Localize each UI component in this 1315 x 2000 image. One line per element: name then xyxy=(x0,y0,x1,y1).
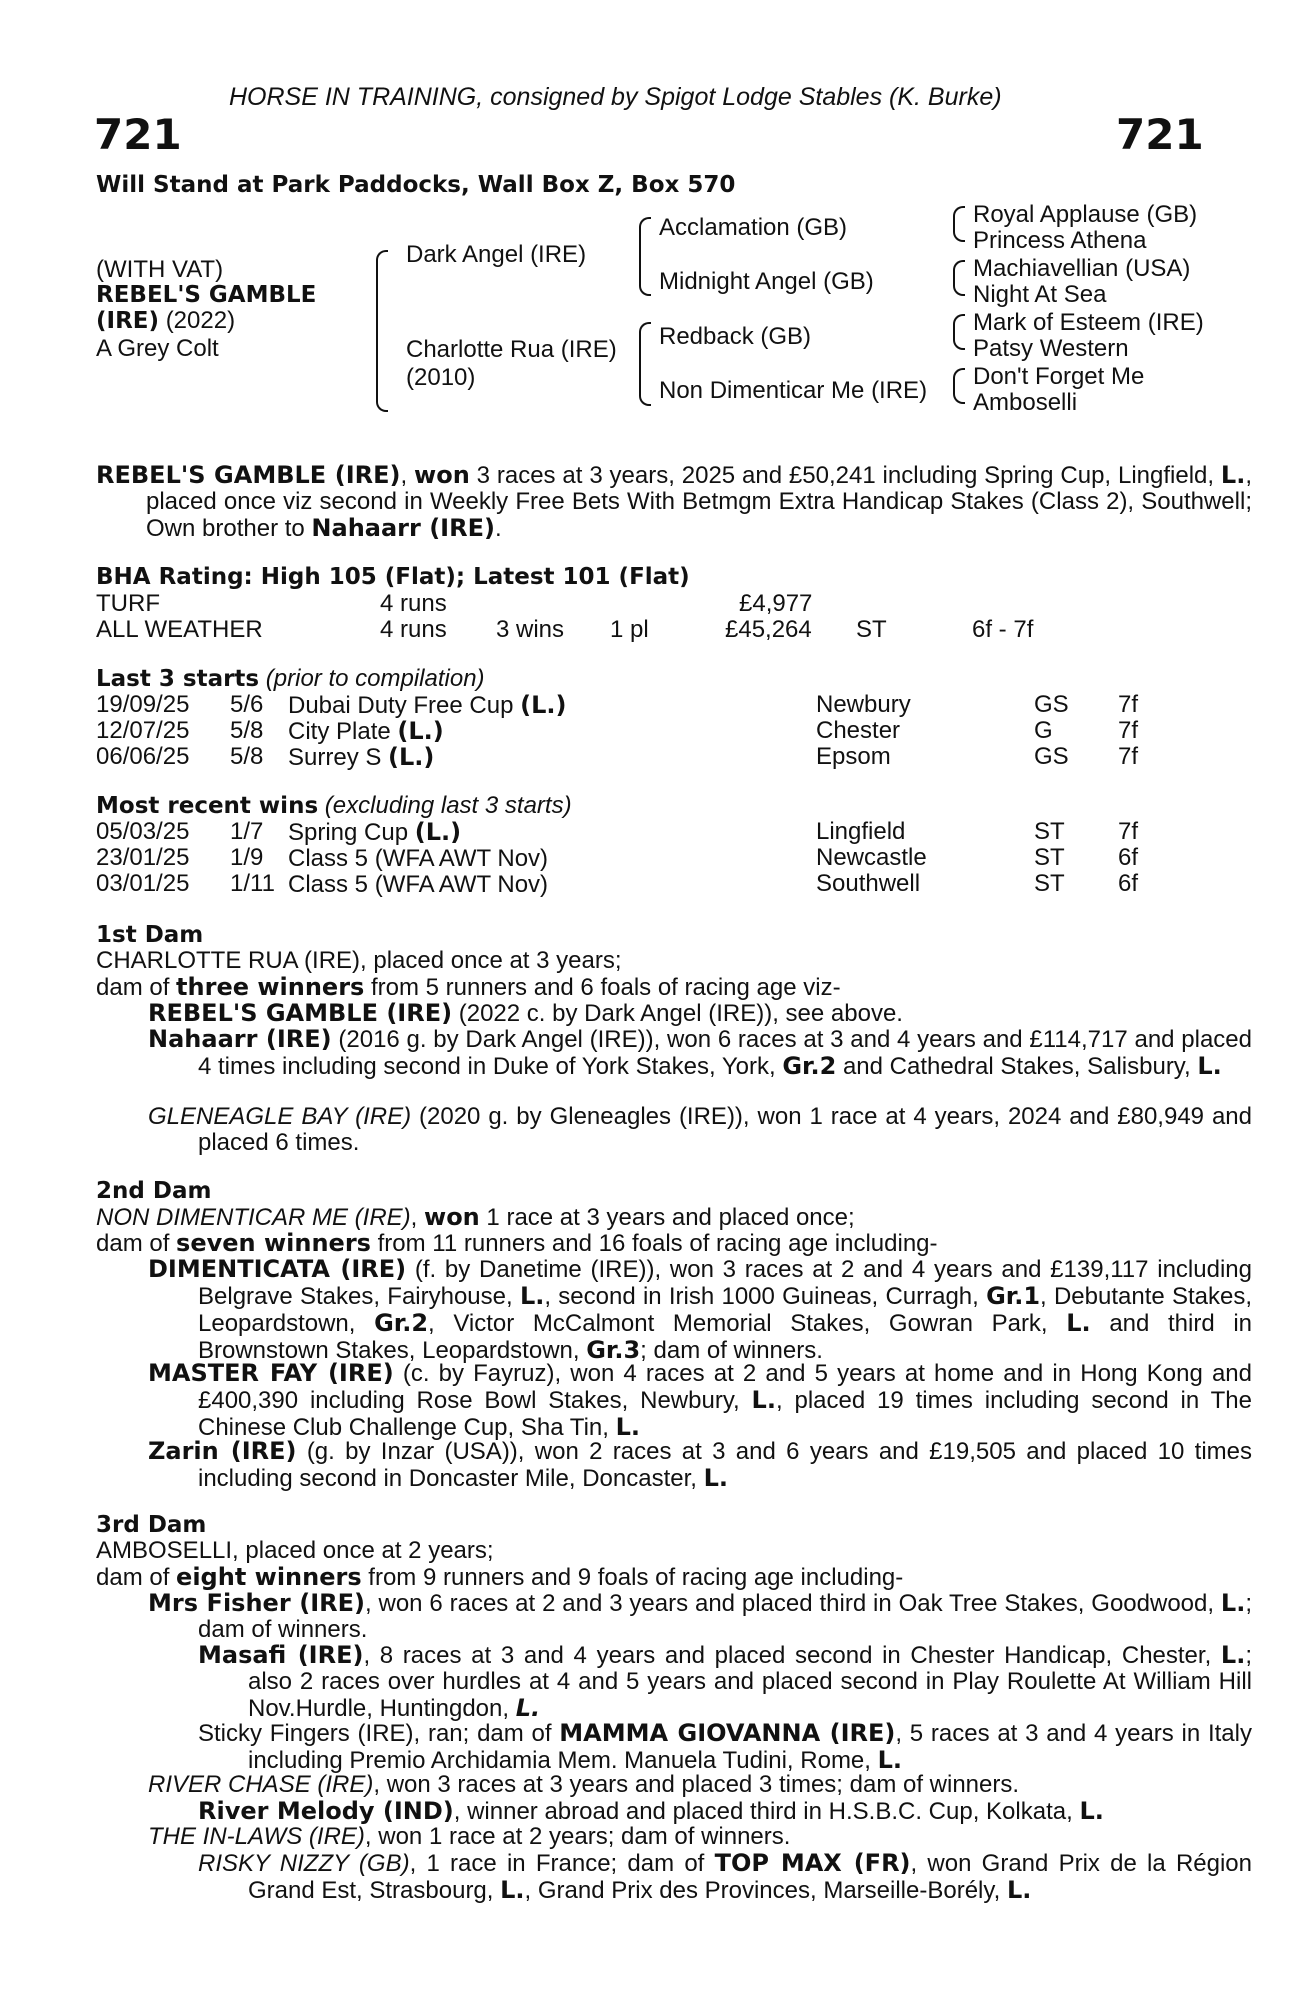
progeny-name: Mrs Fisher (IRE) xyxy=(148,1589,365,1617)
dam3-progeny-3 xyxy=(198,1720,1252,1774)
progeny-text: (2016 g. by Dark Angel (IRE)), won 6 races at 3 and 4 years and £114,717 and placed 4 times including second in Duke of York Stakes, York, xyxy=(198,1026,1252,1080)
recent-wins-note: (excluding last 3 starts) xyxy=(318,792,572,819)
race-going: ST xyxy=(1034,844,1065,871)
consignment-line: HORSE IN TRAINING, consigned by Spigot Lodge Stables (K. Burke) xyxy=(229,83,1002,111)
pedigree-brace-sire xyxy=(639,217,651,296)
listed-badge: (L.) xyxy=(414,818,462,846)
pedigree-brace-sd xyxy=(953,260,965,296)
race-going: GS xyxy=(1034,743,1069,770)
pedigree-ddd: Amboselli xyxy=(973,389,1078,416)
race-position: 1/9 xyxy=(230,844,264,871)
pedigree-dds: Don't Forget Me xyxy=(973,363,1145,390)
rating-surface: TURF xyxy=(96,590,160,617)
horse-name: REBEL'S GAMBLE xyxy=(96,282,317,308)
dam3-progeny-4 xyxy=(148,1772,1252,1798)
dam2-text: from 11 runners and 16 foals of racing age including- xyxy=(370,1230,938,1257)
last-start-row xyxy=(96,718,1206,744)
horse-country: (IRE) xyxy=(96,308,160,334)
recent-win-row xyxy=(96,819,1206,845)
last-starts-heading xyxy=(96,666,485,692)
race-position: 1/11 xyxy=(230,870,275,897)
race-name: Class 5 (WFA AWT Nov) xyxy=(288,871,549,898)
race-name-wrap xyxy=(288,819,461,846)
race-name: Spring Cup xyxy=(288,819,415,846)
dam3-text: from 9 runners and 9 foals of racing age including- xyxy=(361,1564,904,1591)
progeny-name: River Melody (IND) xyxy=(198,1797,454,1825)
group-badge: Gr.1 xyxy=(986,1282,1041,1310)
rating-placed: 1 pl xyxy=(610,616,649,643)
progeny-text: , won Grand Prix de la Région Grand Est, Strasbourg, xyxy=(248,1850,1253,1904)
race-distance: 6f xyxy=(1118,844,1139,871)
progeny-name: THE IN-LAWS (IRE) xyxy=(148,1823,365,1850)
progeny-text: (2020 g. by Gleneagles (IRE)), won 1 race at 4 years, 2024 and £80,949 and placed 6 times. xyxy=(198,1103,1252,1156)
vat-label: (WITH VAT) xyxy=(96,256,224,283)
race-course: Newcastle xyxy=(816,844,927,871)
listed-badge: L. xyxy=(519,1282,545,1310)
race-distance: 6f xyxy=(1118,870,1139,897)
rating-prize: £4,977 xyxy=(739,590,813,617)
race-distance: 7f xyxy=(1118,818,1139,845)
race-name: City Plate xyxy=(288,718,398,745)
dam3-progeny-7 xyxy=(198,1850,1252,1904)
progeny-text: , 8 races at 3 and 4 years and placed second in Chester Handicap, Chester, xyxy=(363,1642,1221,1669)
dam3-progeny-6 xyxy=(148,1824,1252,1850)
progeny-text: ; dam of winners. xyxy=(640,1337,823,1364)
dam3-progeny-2 xyxy=(198,1642,1252,1722)
dam3-text: dam of xyxy=(96,1564,177,1591)
race-summary: REBEL'S GAMBLE (IRE), won 3 races at 3 years, 2025 and £50,241 including Spring Cup, Lingfield, L., placed once viz second in Weekly Free Bets With Betmgm Extra Handicap Stakes (Class 2), Southwell; Own brother to Nahaarr (IRE). xyxy=(96,461,1253,542)
progeny-name: MASTER FAY (IRE) xyxy=(148,1359,394,1387)
listed-badge: L. xyxy=(500,1876,525,1904)
last-starts-note: (prior to compilation) xyxy=(259,665,485,692)
race-position: 5/8 xyxy=(230,743,264,770)
progeny-text: , Victor McCalmont Memorial Stakes, Gowran Park, xyxy=(428,1310,1067,1337)
race-name: Class 5 (WFA AWT Nov) xyxy=(288,845,549,872)
race-course: Southwell xyxy=(816,870,921,897)
pedigree-dam: Charlotte Rua (IRE) xyxy=(406,336,617,363)
race-going: G xyxy=(1034,717,1053,744)
rating-surface: ALL WEATHER xyxy=(96,616,263,643)
dam2-text: , xyxy=(410,1204,425,1231)
listed-badge: L. xyxy=(615,1413,641,1441)
pedigree-ssd: Princess Athena xyxy=(973,227,1147,254)
rating-row-aw xyxy=(96,617,1206,643)
dam3-progeny-1 xyxy=(148,1590,1252,1643)
race-name-wrap xyxy=(288,718,444,745)
progeny-text: ; also 2 races over hurdles at 4 and 5 years and placed second in Play Roulette At William Hill Nov.Hurdle, Huntingdon, xyxy=(248,1642,1253,1722)
pedigree-dam-dam: Non Dimenticar Me (IRE) xyxy=(659,377,928,404)
listed-badge: L. xyxy=(515,1694,541,1722)
dam3-line-1: AMBOSELLI, placed once at 2 years; xyxy=(96,1537,494,1564)
progeny-text: , placed 19 times including second in The Chinese Club Challenge Cup, Sha Tin, xyxy=(198,1387,1252,1441)
race-course: Chester xyxy=(816,717,901,744)
progeny-text: , 1 race in France; dam of xyxy=(409,1850,715,1877)
summary-horse-name: REBEL'S GAMBLE (IRE) xyxy=(96,461,401,489)
rating-runs: 4 runs xyxy=(380,590,447,617)
race-position: 5/6 xyxy=(230,691,264,718)
race-position: 5/8 xyxy=(230,717,264,744)
progeny-name: MAMMA GIOVANNA (IRE) xyxy=(559,1719,896,1747)
listed-badge: L. xyxy=(1066,1309,1091,1337)
progeny-name: Nahaarr (IRE) xyxy=(148,1025,332,1053)
rating-runs: 4 runs xyxy=(380,616,447,643)
dam1-text: from 5 runners and 6 foals of racing age viz- xyxy=(364,974,841,1001)
rating-distance: 6f - 7f xyxy=(972,616,1034,643)
progeny-text: , won 1 race at 2 years; dam of winners. xyxy=(364,1823,791,1850)
dam2-won: won xyxy=(424,1203,480,1231)
race-date: 23/01/25 xyxy=(96,844,190,871)
last-starts-title: Last 3 starts xyxy=(96,666,260,692)
race-date: 12/07/25 xyxy=(96,717,190,744)
progeny-text: (2022 c. by Dark Angel (IRE)), see above. xyxy=(452,1000,903,1027)
rating-wins: 3 wins xyxy=(496,616,565,643)
pedigree-brace-dd xyxy=(953,368,965,404)
progeny-text: (g. by Inzar (USA)), won 2 races at 3 and 6 years and £19,505 and placed 10 times including second in Doncaster Mile, Doncaster, xyxy=(198,1438,1253,1492)
race-name-wrap xyxy=(288,692,566,719)
dam3-progeny-5 xyxy=(198,1798,1252,1825)
pedigree-brace-ds xyxy=(953,314,965,350)
summary-won: won xyxy=(414,461,470,489)
rating-prize: £45,264 xyxy=(725,616,812,643)
pedigree-dam-year: (2010) xyxy=(406,364,476,391)
pedigree-brace-main xyxy=(376,250,388,412)
dam3-winners: eight winners xyxy=(176,1563,362,1591)
progeny-text: Sticky Fingers (IRE), ran; dam of xyxy=(198,1720,560,1747)
race-distance: 7f xyxy=(1118,691,1139,718)
progeny-text: , Grand Prix des Provinces, Marseille-Borély, xyxy=(524,1877,1007,1904)
listed-badge: L. xyxy=(1006,1876,1032,1904)
dam1-winners: three winners xyxy=(176,973,365,1001)
progeny-name: DIMENTICATA (IRE) xyxy=(148,1255,407,1283)
race-date: 03/01/25 xyxy=(96,870,190,897)
recent-wins-heading xyxy=(96,793,572,819)
dam2-line-2 xyxy=(96,1230,938,1257)
race-date: 19/09/25 xyxy=(96,691,190,718)
dam1-progeny-1 xyxy=(148,1000,1252,1027)
dam2-progeny-1 xyxy=(148,1256,1252,1364)
progeny-text: (c. by Fayruz), won 4 races at 2 and 5 years at home and in Hong Kong and £400,390 including Rose Bowl Stakes, Newbury, xyxy=(198,1360,1252,1414)
race-course: Newbury xyxy=(816,691,911,718)
pedigree-brace-dam xyxy=(639,322,651,406)
group-badge: Gr.3 xyxy=(586,1336,641,1364)
race-course: Lingfield xyxy=(816,818,906,845)
listed-badge: L. xyxy=(751,1386,776,1414)
progeny-name: RIVER CHASE (IRE) xyxy=(148,1771,374,1798)
lot-number-left: 721 xyxy=(94,110,182,159)
race-position: 1/7 xyxy=(230,818,264,845)
pedigree-dam-sire: Redback (GB) xyxy=(659,323,812,350)
pedigree-dss: Mark of Esteem (IRE) xyxy=(973,309,1204,336)
dam1-progeny-3 xyxy=(148,1104,1252,1156)
race-name: Surrey S xyxy=(288,744,389,771)
pedigree-dsd: Patsy Western xyxy=(973,335,1129,362)
race-distance: 7f xyxy=(1118,717,1139,744)
summary-text-1: 3 races at 3 years, 2025 and £50,241 including Spring Cup, Lingfield, xyxy=(469,462,1221,489)
rating-going: ST xyxy=(856,616,887,643)
pedigree-sdd: Night At Sea xyxy=(973,281,1107,308)
dam2-text: 1 race at 3 years and placed once; xyxy=(479,1204,855,1231)
race-date: 06/06/25 xyxy=(96,743,190,770)
dam1-line-2 xyxy=(96,974,841,1001)
progeny-text: , 5 races at 3 and 4 years in Italy including Premio Archidamia Mem. Manuela Tudini, Rome, xyxy=(248,1720,1252,1774)
progeny-name: Masafi (IRE) xyxy=(198,1641,364,1669)
progeny-text: , winner abroad and placed third in H.S.B.C. Cup, Kolkata, xyxy=(453,1798,1080,1825)
summary-text-2: , placed once viz second in Weekly Free Bets With Betmgm Extra Handicap Stakes (Class 2), Southwell; Own brother to xyxy=(146,462,1253,542)
progeny-text: and third in Brownstown Stakes, Leopardstown, xyxy=(198,1310,1253,1364)
race-distance: 7f xyxy=(1118,743,1139,770)
race-name-wrap xyxy=(288,744,434,771)
horse-country-year xyxy=(96,308,235,334)
recent-wins-title: Most recent wins xyxy=(96,793,319,819)
horse-year: (2022) xyxy=(165,307,236,334)
last-start-row xyxy=(96,692,1206,718)
dam2-title: 2nd Dam xyxy=(96,1178,212,1204)
summary-brother: Nahaarr (IRE) xyxy=(311,514,495,542)
dam3-title: 3rd Dam xyxy=(96,1512,207,1538)
progeny-text: ; dam of winners. xyxy=(198,1590,1252,1643)
progeny-name: Zarin (IRE) xyxy=(148,1437,297,1465)
listed-badge: L. xyxy=(1220,461,1246,489)
dam1-line-1: CHARLOTTE RUA (IRE), placed once at 3 years; xyxy=(96,947,622,974)
horse-description: A Grey Colt xyxy=(96,335,219,362)
group-badge: Gr.2 xyxy=(782,1052,837,1080)
dam2-text: dam of xyxy=(96,1230,177,1257)
listed-badge: L. xyxy=(1220,1641,1246,1669)
group-badge: Gr.2 xyxy=(374,1309,429,1337)
listed-badge: L. xyxy=(877,1746,903,1774)
race-name-wrap xyxy=(288,845,548,872)
dam2-winners: seven winners xyxy=(176,1229,371,1257)
pedigree-sds: Machiavellian (USA) xyxy=(973,255,1191,282)
dam2-name: NON DIMENTICAR ME (IRE) xyxy=(96,1204,411,1231)
recent-win-row xyxy=(96,871,1206,897)
listed-badge: (L.) xyxy=(397,717,444,745)
bha-rating-title: BHA Rating: High 105 (Flat); Latest 101 (Flat) xyxy=(96,564,690,590)
listed-badge: (L.) xyxy=(520,691,567,719)
race-going: ST xyxy=(1034,818,1065,845)
progeny-name: GLENEAGLE BAY (IRE) xyxy=(148,1103,412,1130)
race-going: ST xyxy=(1034,870,1065,897)
race-date: 05/03/25 xyxy=(96,818,190,845)
race-course: Epsom xyxy=(816,743,891,770)
progeny-text: , won 6 races at 2 and 3 years and placed third in Oak Tree Stakes, Goodwood, xyxy=(364,1590,1221,1617)
stand-location: Will Stand at Park Paddocks, Wall Box Z, Box 570 xyxy=(96,172,736,198)
recent-win-row xyxy=(96,845,1206,871)
pedigree-sire-sire: Acclamation (GB) xyxy=(659,214,848,241)
progeny-text: , second in Irish 1000 Guineas, Curragh, xyxy=(544,1283,987,1310)
listed-badge: L. xyxy=(1079,1797,1104,1825)
dam1-text: dam of xyxy=(96,974,177,1001)
dam2-progeny-3 xyxy=(148,1438,1252,1492)
pedigree-sss: Royal Applause (GB) xyxy=(973,201,1198,228)
progeny-text: , Debutante Stakes, Leopardstown, xyxy=(198,1283,1253,1337)
listed-badge: L. xyxy=(1220,1589,1246,1617)
progeny-name: TOP MAX (FR) xyxy=(714,1849,911,1877)
progeny-name: REBEL'S GAMBLE (IRE) xyxy=(148,999,453,1027)
progeny-text: and Cathedral Stakes, Salisbury, xyxy=(836,1053,1198,1080)
listed-badge: L. xyxy=(703,1464,729,1492)
pedigree-brace-ss xyxy=(953,206,965,242)
dam1-title: 1st Dam xyxy=(96,922,204,948)
progeny-text: , won 3 races at 3 years and placed 3 times; dam of winners. xyxy=(373,1771,1020,1798)
progeny-text: (f. by Danetime (IRE)), won 3 races at 2 and 4 years and £139,117 including Belgrave Stakes, Fairyhouse, xyxy=(198,1256,1252,1310)
last-start-row xyxy=(96,744,1206,770)
race-name-wrap xyxy=(288,871,548,898)
pedigree-sire-dam: Midnight Angel (GB) xyxy=(659,268,874,295)
dam2-progeny-2 xyxy=(148,1360,1252,1441)
dam3-line-2 xyxy=(96,1564,903,1591)
listed-badge: L. xyxy=(1197,1052,1222,1080)
dam1-progeny-2 xyxy=(148,1026,1252,1080)
summary-text-3: . xyxy=(494,515,502,542)
race-going: GS xyxy=(1034,691,1069,718)
progeny-name: RISKY NIZZY (GB) xyxy=(198,1850,410,1877)
listed-badge: (L.) xyxy=(388,743,435,771)
rating-row-turf xyxy=(96,591,1206,617)
pedigree-sire: Dark Angel (IRE) xyxy=(406,241,587,268)
race-name: Dubai Duty Free Cup xyxy=(288,692,521,719)
lot-number-right: 721 xyxy=(1116,110,1204,159)
dam2-line-1 xyxy=(96,1204,855,1231)
